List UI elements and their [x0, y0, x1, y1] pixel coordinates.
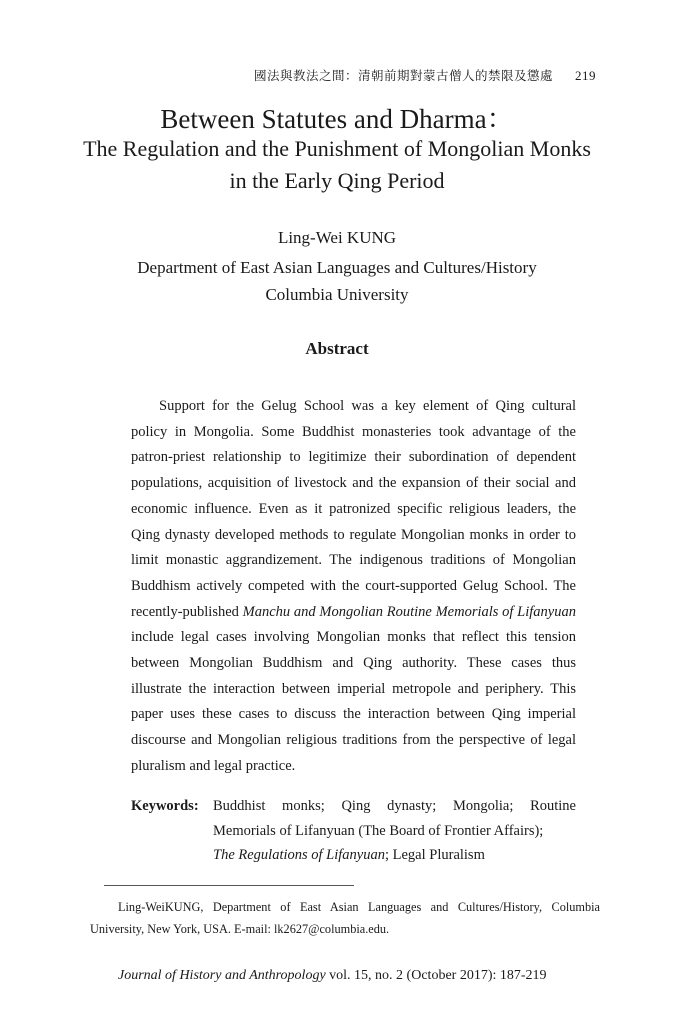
keywords-line1: Buddhist monks; Qing dynasty; Mongolia; Routine	[213, 798, 576, 814]
journal-name: Journal of History and Anthropology	[118, 968, 326, 983]
footnote-line2: University, New York, USA. E-mail: lk2627@columbia.edu.	[90, 922, 390, 936]
keywords-italic-title: The Regulations of Lifanyuan	[213, 847, 385, 863]
keywords-list	[213, 794, 576, 868]
abstract-heading: Abstract	[305, 339, 369, 358]
abstract-body	[131, 394, 576, 780]
keywords-label: Keywords:	[131, 798, 199, 814]
footnote-line1: Ling-WeiKUNG, Department of East Asian Languages and Cultures/History, Columbia	[118, 900, 600, 914]
footnote-divider	[104, 885, 354, 886]
paper-subtitle-line2: in the Early Qing Period	[229, 168, 445, 193]
keywords-line3	[213, 843, 576, 868]
author-institution: Columbia University	[265, 285, 409, 304]
journal-volume-info: vol. 15, no. 2 (October 2017): 187-219	[325, 968, 547, 983]
abstract-text-part1: Support for the Gelug School was a key element of Qing cultural policy in Mongolia. Some Buddhist monasteries took advantage of the patron-priest relationship to legitimize their subordination of dependent populations, acquisition of livestock and the expansion of their social and economic influence. Even as it patronized specific religious leaders, the Qing dynasty developed methods to regulate Mongolian monks in order to limit monastic aggrandizement. The indigenous traditions of Mongolian Buddhism actively competed with the court-supported Gelug School. The recently-published	[131, 398, 576, 620]
abstract-cited-title: Manchu and Mongolian Routine Memorials of Lifanyuan	[242, 603, 576, 620]
author-name: Ling-Wei KUNG	[277, 228, 397, 247]
page-number: 219	[575, 68, 596, 83]
journal-citation	[118, 968, 547, 984]
keywords-line2: Memorials of Lifanyuan (The Board of Frontier Affairs);	[213, 822, 544, 839]
abstract-text-part2: include legal cases involving Mongolian monks that reflect this tension between Mongolian Buddhism and Qing authority. These cases thus illustrate the interaction between imperial metropole and periphery. This paper uses these cases to discuss the interaction between Qing imperial discourse and Mongolian religious traditions from the perspective of legal pluralism and legal practice.	[131, 629, 576, 774]
paper-title: Between Statutes and Dharma：	[160, 104, 514, 134]
author-department: Department of East Asian Languages and Cultures/History	[137, 258, 537, 277]
running-head	[254, 66, 596, 84]
paper-subtitle-line1: The Regulation and the Punishment of Mongolian Monks	[83, 136, 591, 161]
keywords-line3-rest: ; Legal Pluralism	[384, 847, 485, 863]
author-footnote	[90, 896, 600, 940]
running-head-title: 國法與教法之間：清朝前期對蒙古僧人的禁限及懲處	[253, 69, 553, 83]
abstract-paragraph	[131, 394, 576, 780]
